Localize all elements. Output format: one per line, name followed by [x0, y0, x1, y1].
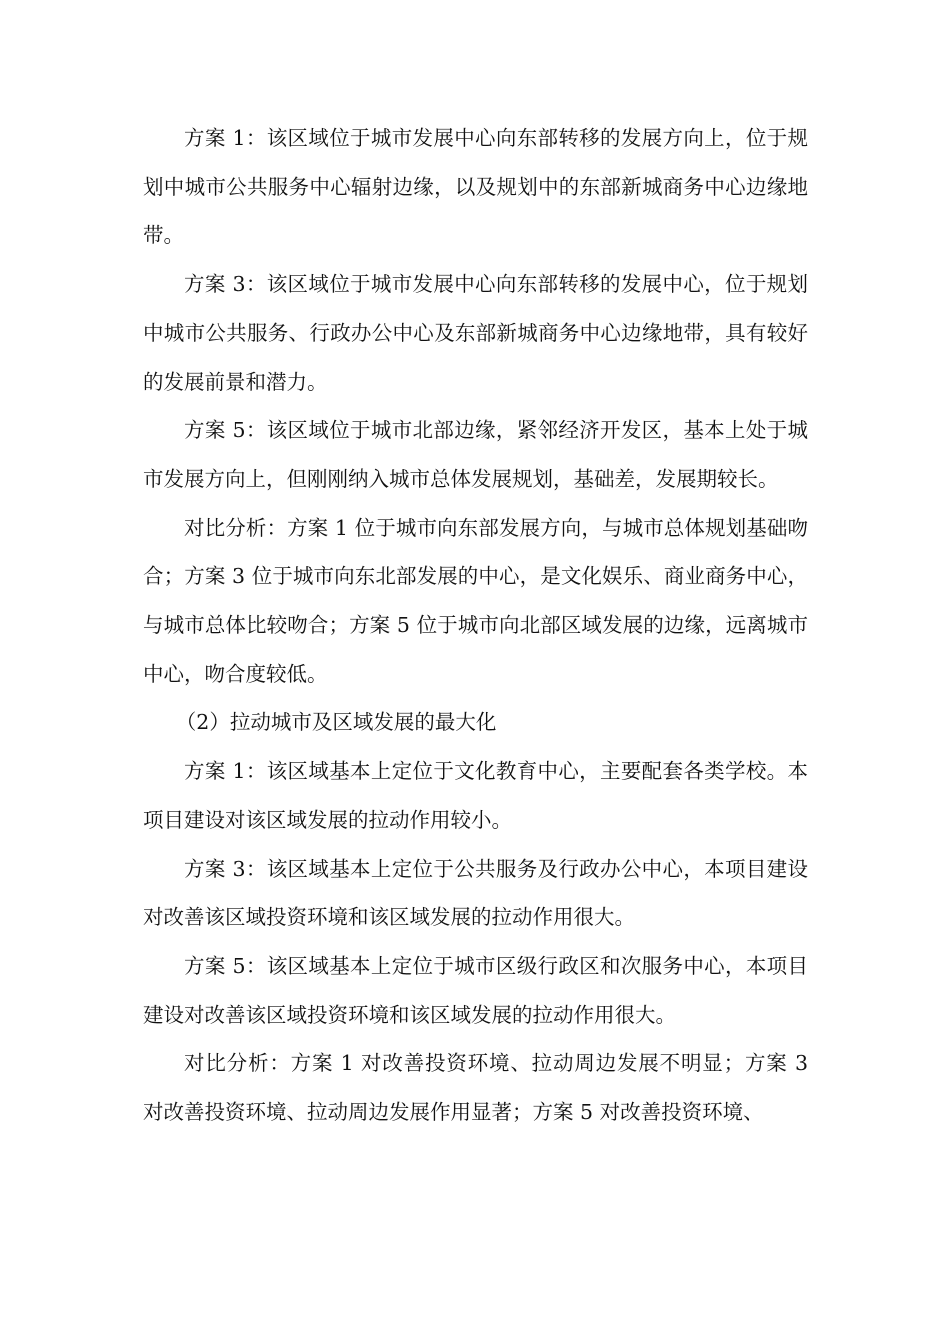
paragraph-scheme-5-impact: 方案 5：该区域基本上定位于城市区级行政区和次服务中心，本项目建设对改善该区域投资环境和该区域发展的拉动作用很大。 [143, 953, 808, 1027]
paragraph-scheme-1-impact: 方案 1：该区域基本上定位于文化教育中心，主要配套各类学校。本项目建设对该区域发展的拉动作用较小。 [143, 759, 808, 832]
document-body [143, 114, 808, 1137]
paragraph-scheme-5-location: 方案 5：该区域位于城市北部边缘，紧邻经济开发区，基本上处于城市发展方向上，但刚刚纳入城市总体发展规划，基础差，发展期较长。 [143, 418, 808, 491]
paragraph-scheme-1-location: 方案 1：该区域位于城市发展中心向东部转移的发展方向上，位于规划中城市公共服务中心辐射边缘，以及规划中的东部新城商务中心边缘地带。 [143, 126, 808, 248]
paragraph-scheme-3-location: 方案 3：该区域位于城市发展中心向东部转移的发展中心，位于规划中城市公共服务、行政办公中心及东部新城商务中心边缘地带，具有较好的发展前景和潜力。 [143, 272, 808, 394]
paragraph-scheme-3-impact: 方案 3：该区域基本上定位于公共服务及行政办公中心，本项目建设对改善该区域投资环境和该区域发展的拉动作用很大。 [143, 856, 808, 930]
paragraph-location-comparison: 对比分析：方案 1 位于城市向东部发展方向，与城市总体规划基础吻合；方案 3 位于城市向东北部发展的中心，是文化娱乐、商业商务中心，与城市总体比较吻合；方案 5 位于城市向北部区域发展的边缘，远离城市中心，吻合度较低。 [143, 515, 808, 686]
paragraph-impact-comparison: 对比分析：方案 1 对改善投资环境、拉动周边发展不明显；方案 3 对改善投资环境、拉动周边发展作用显著；方案 5 对改善投资环境、 [143, 1051, 808, 1125]
section-heading-2: （2）拉动城市及区域发展的最大化 [175, 710, 497, 735]
